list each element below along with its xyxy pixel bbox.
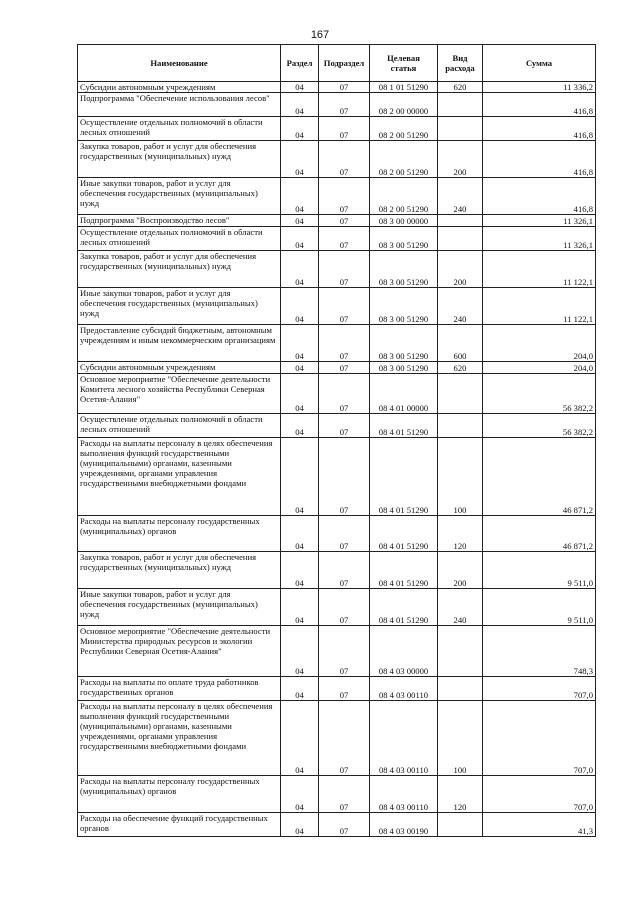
header-subsection: Подраздел — [319, 45, 370, 82]
row-subsection: 07 — [319, 374, 370, 414]
row-subsection: 07 — [319, 677, 370, 701]
row-sum: 416,8 — [483, 178, 596, 215]
row-target: 08 4 03 00000 — [370, 626, 438, 677]
header-sum: Сумма — [483, 45, 596, 82]
row-target: 08 4 01 00000 — [370, 374, 438, 414]
table-row — [78, 215, 596, 227]
table-row — [78, 813, 596, 837]
row-section: 04 — [281, 374, 319, 414]
row-target: 08 2 00 00000 — [370, 93, 438, 117]
row-type: 620 — [438, 362, 483, 374]
row-section: 04 — [281, 325, 319, 362]
table-row — [78, 626, 596, 677]
row-subsection: 07 — [319, 438, 370, 516]
row-target: 08 4 01 51290 — [370, 438, 438, 516]
row-sum: 11 336,2 — [483, 82, 596, 93]
table-row — [78, 362, 596, 374]
row-section: 04 — [281, 626, 319, 677]
row-subsection: 07 — [319, 589, 370, 626]
row-sum: 11 122,1 — [483, 288, 596, 325]
row-section: 04 — [281, 677, 319, 701]
budget-table — [77, 44, 596, 837]
row-sum: 204,0 — [483, 362, 596, 374]
row-sum: 416,8 — [483, 141, 596, 178]
row-subsection: 07 — [319, 776, 370, 813]
row-name: Подпрограмма "Воспроизводство лесов" — [78, 215, 281, 227]
row-section: 04 — [281, 178, 319, 215]
row-name: Закупка товаров, работ и услуг для обеспечения государственных (муниципальных) нужд — [78, 141, 281, 178]
row-target: 08 4 01 51290 — [370, 414, 438, 438]
row-name: Осуществление отдельных полномочий в области лесных отношений — [78, 414, 281, 438]
row-name: Подпрограмма "Обеспечение использования лесов" — [78, 93, 281, 117]
row-section: 04 — [281, 701, 319, 776]
row-target: 08 3 00 51290 — [370, 325, 438, 362]
row-section: 04 — [281, 93, 319, 117]
row-target: 08 4 01 51290 — [370, 552, 438, 589]
row-sum: 11 326,1 — [483, 215, 596, 227]
row-section: 04 — [281, 117, 319, 141]
row-type: 200 — [438, 251, 483, 288]
row-name: Иные закупки товаров, работ и услуг для обеспечения государственных (муниципальных) нужд — [78, 178, 281, 215]
row-name: Расходы на выплаты персоналу государственных (муниципальных) органов — [78, 516, 281, 552]
row-subsection: 07 — [319, 516, 370, 552]
row-subsection: 07 — [319, 251, 370, 288]
table-row — [78, 288, 596, 325]
row-target: 08 2 00 51290 — [370, 178, 438, 215]
row-target: 08 4 03 00110 — [370, 776, 438, 813]
row-subsection: 07 — [319, 552, 370, 589]
table-row — [78, 117, 596, 141]
header-type-line2: расхода — [445, 63, 475, 73]
row-section: 04 — [281, 552, 319, 589]
row-name: Основное мероприятие "Обеспечение деятельности Комитета лесного хозяйства Республики Северная Осетия-Алания" — [78, 374, 281, 414]
row-type: 120 — [438, 516, 483, 552]
row-name: Закупка товаров, работ и услуг для обеспечения государственных (муниципальных) нужд — [78, 552, 281, 589]
row-sum: 46 871,2 — [483, 438, 596, 516]
row-subsection: 07 — [319, 93, 370, 117]
row-target: 08 4 01 51290 — [370, 516, 438, 552]
row-sum: 46 871,2 — [483, 516, 596, 552]
table-row — [78, 552, 596, 589]
table-row — [78, 374, 596, 414]
table-header-row — [78, 45, 596, 82]
row-type: 240 — [438, 589, 483, 626]
row-type — [438, 117, 483, 141]
row-section: 04 — [281, 776, 319, 813]
row-section: 04 — [281, 215, 319, 227]
row-type — [438, 813, 483, 837]
row-name: Основное мероприятие "Обеспечение деятельности Министерства природных ресурсов и экологии Республики Северная Осетия-Алания" — [78, 626, 281, 677]
row-type: 120 — [438, 776, 483, 813]
row-subsection: 07 — [319, 414, 370, 438]
header-expense-type — [438, 45, 483, 82]
row-type — [438, 626, 483, 677]
row-target: 08 4 03 00110 — [370, 677, 438, 701]
header-target-line2: статья — [390, 63, 417, 73]
row-name: Осуществление отдельных полномочий в области лесных отношений — [78, 227, 281, 251]
row-name: Осуществление отдельных полномочий в области лесных отношений — [78, 117, 281, 141]
table-row — [78, 227, 596, 251]
row-type: 100 — [438, 701, 483, 776]
table-row — [78, 414, 596, 438]
row-target: 08 3 00 00000 — [370, 215, 438, 227]
page-number: 167 — [310, 29, 330, 41]
row-sum: 11 326,1 — [483, 227, 596, 251]
row-section: 04 — [281, 516, 319, 552]
header-target-article — [370, 45, 438, 82]
row-target: 08 3 00 51290 — [370, 227, 438, 251]
row-type: 100 — [438, 438, 483, 516]
row-section: 04 — [281, 82, 319, 93]
row-section: 04 — [281, 251, 319, 288]
header-section: Раздел — [281, 45, 319, 82]
row-name: Расходы на выплаты персоналу в целях обеспечения выполнения функций государственными (муниципальными) органами, казенными учреждениями, органами управления государственными внебюджетными фондами — [78, 438, 281, 516]
row-name: Предоставление субсидий бюджетным, автономным учреждениям и иным некоммерческим организациям — [78, 325, 281, 362]
row-sum: 707,0 — [483, 701, 596, 776]
table-row — [78, 325, 596, 362]
row-name: Субсидии автономным учреждениям — [78, 82, 281, 93]
row-subsection: 07 — [319, 117, 370, 141]
row-subsection: 07 — [319, 141, 370, 178]
row-subsection: 07 — [319, 362, 370, 374]
row-target: 08 3 00 51290 — [370, 251, 438, 288]
row-type — [438, 227, 483, 251]
row-section: 04 — [281, 362, 319, 374]
row-subsection: 07 — [319, 178, 370, 215]
row-type — [438, 93, 483, 117]
table-row — [78, 589, 596, 626]
row-subsection: 07 — [319, 82, 370, 93]
row-type: 200 — [438, 552, 483, 589]
row-sum: 9 511,0 — [483, 552, 596, 589]
row-target: 08 4 03 00110 — [370, 701, 438, 776]
row-sum: 416,8 — [483, 93, 596, 117]
table-row — [78, 677, 596, 701]
row-type: 240 — [438, 178, 483, 215]
row-sum: 41,3 — [483, 813, 596, 837]
table-row — [78, 178, 596, 215]
table-row — [78, 82, 596, 93]
row-name: Расходы на выплаты персоналу в целях обеспечения выполнения функций государственными (муниципальными) органами, казенными учреждениями, органами управления государственными внебюджетными фондами — [78, 701, 281, 776]
row-target: 08 4 01 51290 — [370, 589, 438, 626]
row-section: 04 — [281, 589, 319, 626]
row-name: Иные закупки товаров, работ и услуг для обеспечения государственных (муниципальных) нужд — [78, 589, 281, 626]
table-row — [78, 701, 596, 776]
row-section: 04 — [281, 141, 319, 178]
row-sum: 707,0 — [483, 677, 596, 701]
row-name: Расходы на выплаты по оплате труда работников государственных органов — [78, 677, 281, 701]
row-sum: 56 382,2 — [483, 374, 596, 414]
row-subsection: 07 — [319, 813, 370, 837]
row-target: 08 3 00 51290 — [370, 288, 438, 325]
row-section: 04 — [281, 288, 319, 325]
row-name: Расходы на обеспечение функций государственных органов — [78, 813, 281, 837]
row-section: 04 — [281, 227, 319, 251]
row-type: 200 — [438, 141, 483, 178]
table-row — [78, 141, 596, 178]
row-subsection: 07 — [319, 227, 370, 251]
row-subsection: 07 — [319, 288, 370, 325]
table-row — [78, 776, 596, 813]
row-type: 240 — [438, 288, 483, 325]
table-row — [78, 438, 596, 516]
header-type-line1: Вид — [452, 53, 468, 63]
row-sum: 748,3 — [483, 626, 596, 677]
table-row — [78, 251, 596, 288]
row-target: 08 1 01 51290 — [370, 82, 438, 93]
row-subsection: 07 — [319, 626, 370, 677]
row-type: 600 — [438, 325, 483, 362]
row-name: Закупка товаров, работ и услуг для обеспечения государственных (муниципальных) нужд — [78, 251, 281, 288]
row-target: 08 4 03 00190 — [370, 813, 438, 837]
row-sum: 56 382,2 — [483, 414, 596, 438]
table-row — [78, 516, 596, 552]
row-sum: 9 511,0 — [483, 589, 596, 626]
row-sum: 416,8 — [483, 117, 596, 141]
header-name: Наименование — [78, 45, 281, 82]
row-section: 04 — [281, 813, 319, 837]
row-type — [438, 414, 483, 438]
row-section: 04 — [281, 438, 319, 516]
header-target-line1: Целевая — [387, 53, 420, 63]
row-type: 620 — [438, 82, 483, 93]
row-target: 08 2 00 51290 — [370, 117, 438, 141]
row-sum: 707,0 — [483, 776, 596, 813]
row-sum: 204,0 — [483, 325, 596, 362]
row-subsection: 07 — [319, 701, 370, 776]
row-name: Иные закупки товаров, работ и услуг для обеспечения государственных (муниципальных) нужд — [78, 288, 281, 325]
table-row — [78, 93, 596, 117]
row-subsection: 07 — [319, 325, 370, 362]
row-type — [438, 677, 483, 701]
row-target: 08 3 00 51290 — [370, 362, 438, 374]
row-sum: 11 122,1 — [483, 251, 596, 288]
row-type — [438, 215, 483, 227]
row-name: Субсидии автономным учреждениям — [78, 362, 281, 374]
row-section: 04 — [281, 414, 319, 438]
row-type — [438, 374, 483, 414]
row-name: Расходы на выплаты персоналу государственных (муниципальных) органов — [78, 776, 281, 813]
row-subsection: 07 — [319, 215, 370, 227]
row-target: 08 2 00 51290 — [370, 141, 438, 178]
